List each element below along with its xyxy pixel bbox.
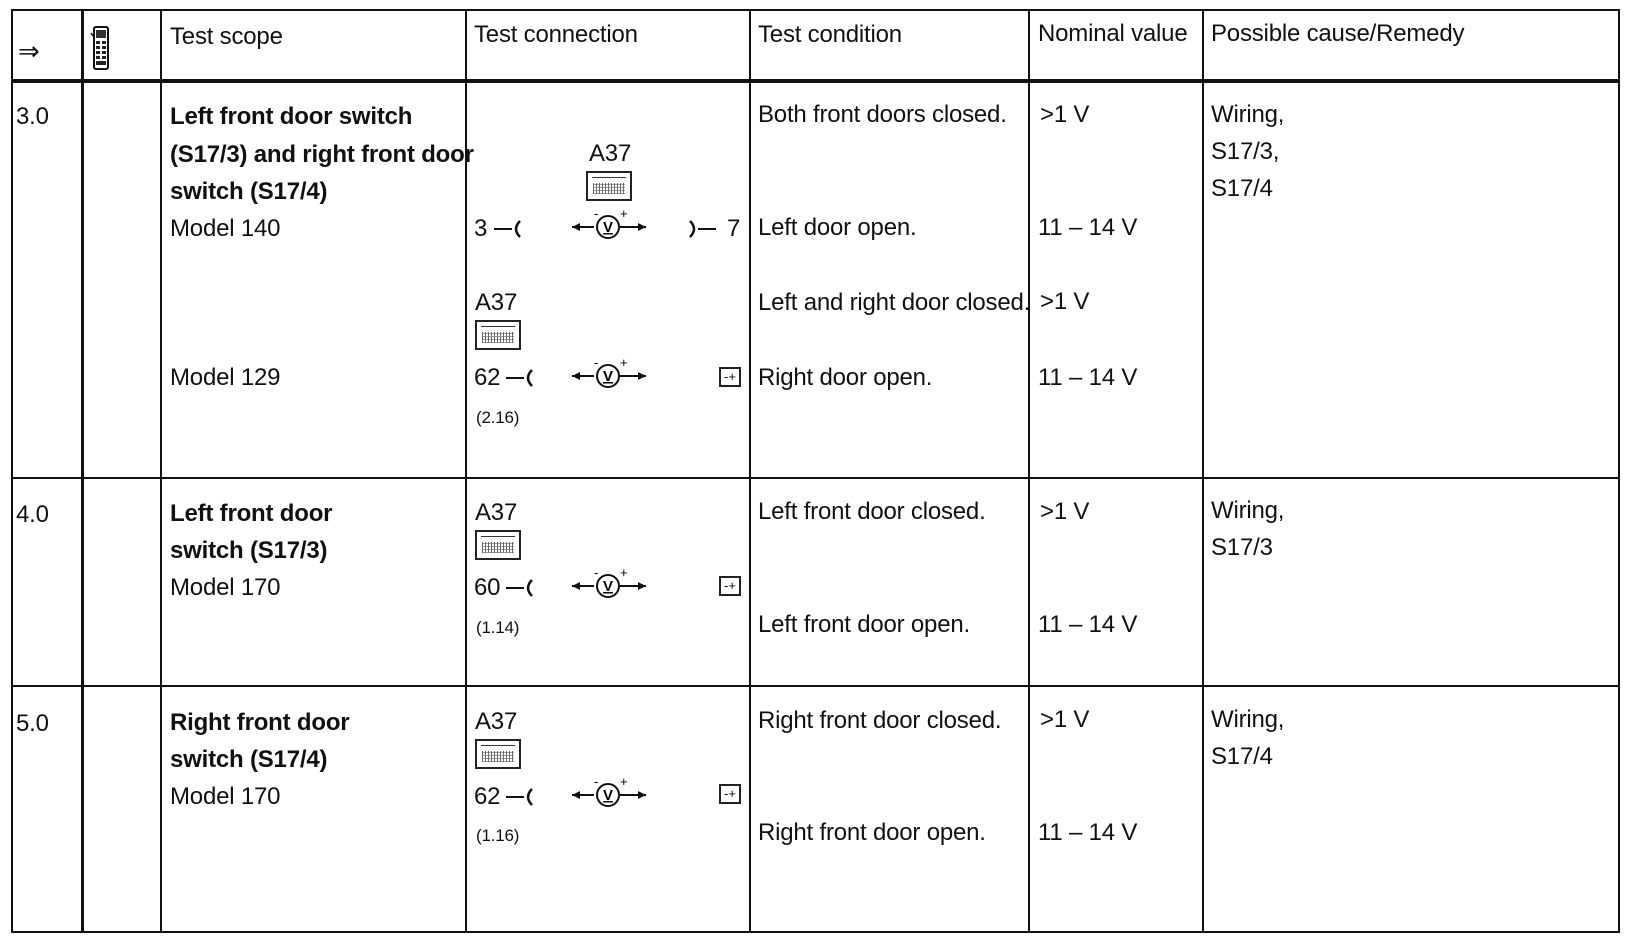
- battery-icon: -+: [719, 784, 741, 804]
- nominal-value: 11 – 14 V: [1038, 611, 1138, 638]
- test-scope-title: Left front door switch: [170, 103, 413, 130]
- step-number: 3.0: [16, 103, 49, 130]
- probe-left-icon: [504, 366, 540, 390]
- pin-left: 62: [474, 783, 501, 810]
- possible-cause: S17/4: [1211, 743, 1273, 770]
- header-nominal-value: Nominal value: [1038, 20, 1188, 47]
- row-divider: [11, 685, 1620, 687]
- test-scope-title: Right front door: [170, 709, 350, 736]
- test-condition: Both front doors closed.: [758, 101, 1007, 128]
- test-condition: Left front door open.: [758, 611, 970, 638]
- connection-note: (1.16): [476, 826, 520, 845]
- svg-text:-: -: [594, 774, 599, 789]
- possible-cause: S17/4: [1211, 175, 1273, 202]
- possible-cause: Wiring,: [1211, 101, 1285, 128]
- test-condition: Left door open.: [758, 214, 917, 241]
- test-condition: Right front door closed.: [758, 707, 1002, 734]
- step-number: 5.0: [16, 710, 49, 737]
- control-unit-label: A37: [475, 499, 518, 526]
- control-unit-label: A37: [475, 708, 518, 735]
- possible-cause: S17/3: [1211, 534, 1273, 561]
- possible-cause: Wiring,: [1211, 706, 1285, 733]
- header-possible-cause: Possible cause/Remedy: [1211, 20, 1465, 47]
- svg-text:+: +: [620, 774, 628, 789]
- nominal-value: >1 V: [1040, 288, 1090, 315]
- header-arrow: ⇒: [18, 36, 40, 66]
- header-test-condition: Test condition: [758, 21, 902, 48]
- col-divider: [1028, 9, 1030, 933]
- tester-device-icon: [90, 25, 112, 71]
- model-label: Model 170: [170, 574, 281, 601]
- pin-right: 7: [727, 215, 741, 242]
- test-scope-title: (S17/3) and right front door: [170, 141, 474, 168]
- nominal-value: >1 V: [1040, 498, 1090, 525]
- pin-left: 62: [474, 364, 501, 391]
- nominal-value: >1 V: [1040, 706, 1090, 733]
- control-unit-icon: [475, 739, 521, 769]
- header-test-scope: Test scope: [170, 23, 283, 50]
- connection-note: (2.16): [476, 408, 520, 427]
- svg-text:-: -: [594, 206, 599, 221]
- control-unit-icon: [586, 171, 632, 201]
- voltmeter-icon: [570, 206, 648, 242]
- nominal-value: 11 – 14 V: [1038, 819, 1138, 846]
- test-condition: Right front door open.: [758, 819, 986, 846]
- row-divider: [11, 477, 1620, 479]
- probe-left-icon: [492, 217, 528, 241]
- svg-text:V: V: [602, 368, 614, 385]
- probe-right-icon: [686, 217, 722, 241]
- svg-text:V: V: [602, 787, 614, 804]
- header-test-connection: Test connection: [474, 21, 638, 48]
- nominal-value: 11 – 14 V: [1038, 214, 1138, 241]
- step-number: 4.0: [16, 501, 49, 528]
- voltmeter-icon: [570, 565, 648, 601]
- svg-text:-: -: [594, 565, 599, 580]
- model-label: Model 129: [170, 364, 281, 391]
- model-label: Model 170: [170, 783, 281, 810]
- test-scope-title: switch (S17/4): [170, 178, 328, 205]
- svg-text:+: +: [620, 206, 628, 221]
- battery-icon: -+: [719, 367, 741, 387]
- control-unit-label: A37: [589, 140, 632, 167]
- test-condition: Left front door closed.: [758, 498, 986, 525]
- battery-icon: -+: [719, 576, 741, 596]
- svg-text:V: V: [602, 219, 614, 236]
- svg-text:V: V: [602, 578, 614, 595]
- col-divider: [1202, 9, 1204, 933]
- col-divider: [81, 9, 84, 933]
- header-divider: [11, 79, 1620, 83]
- probe-left-icon: [504, 576, 540, 600]
- col-divider: [160, 9, 162, 933]
- nominal-value: >1 V: [1040, 101, 1090, 128]
- col-divider: [749, 9, 751, 933]
- possible-cause: S17/3,: [1211, 138, 1280, 165]
- probe-left-icon: [504, 785, 540, 809]
- possible-cause: Wiring,: [1211, 497, 1285, 524]
- test-condition: Left and right door closed.: [758, 289, 1031, 316]
- nominal-value: 11 – 14 V: [1038, 364, 1138, 391]
- svg-text:-: -: [594, 355, 599, 370]
- pin-left: 60: [474, 574, 501, 601]
- control-unit-icon: [475, 320, 521, 350]
- voltmeter-icon: [570, 774, 648, 810]
- pin-left: 3: [474, 215, 488, 242]
- test-scope-title: Left front door: [170, 500, 333, 527]
- svg-text:+: +: [620, 565, 628, 580]
- control-unit-label: A37: [475, 289, 518, 316]
- test-scope-title: switch (S17/3): [170, 537, 328, 564]
- connection-note: (1.14): [476, 618, 520, 637]
- test-condition: Right door open.: [758, 364, 933, 391]
- svg-text:+: +: [620, 355, 628, 370]
- voltmeter-icon: [570, 355, 648, 391]
- test-scope-title: switch (S17/4): [170, 746, 328, 773]
- control-unit-icon: [475, 530, 521, 560]
- model-label: Model 140: [170, 215, 281, 242]
